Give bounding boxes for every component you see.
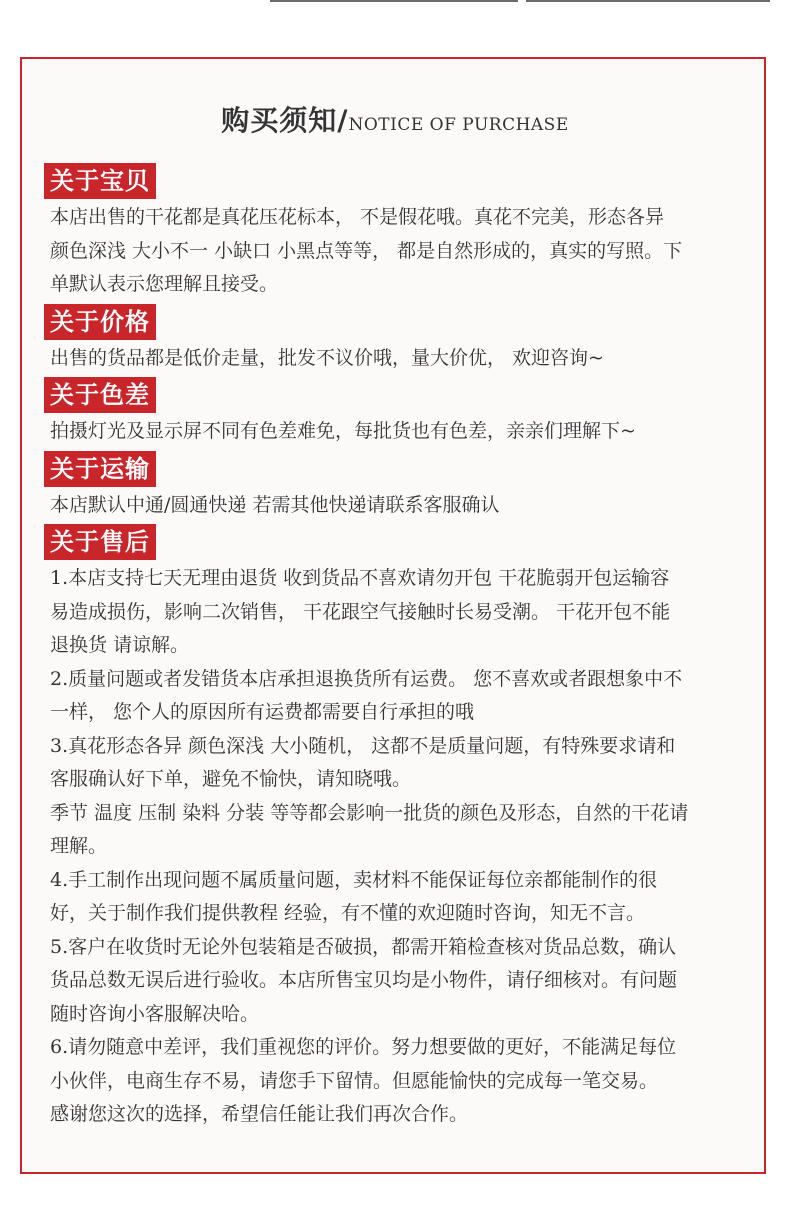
section-text-line: 易造成损伤，影响二次销售， 干花跟空气接触时长易受潮。 干花开包不能 [50,600,671,623]
section-text-line: 3.真花形态各异 颜色深浅 大小随机， 这都不是质量问题，有特殊要求请和 [50,734,676,757]
section-text-line: 拍摄灯光及显示屏不同有色差难免，每批货也有色差，亲亲们理解下~ [50,420,636,442]
section-text-line: 季节 温度 压制 染料 分装 等等都会影响一批货的颜色及形态，自然的干花请 [50,801,689,824]
section-tag: 关于宝贝 [44,163,156,199]
title-english: NOTICE OF PURCHASE [348,115,569,135]
section-text-line: 2.质量问题或者发错货本店承担退换货所有运费。 您不喜欢或者跟想象中不 [50,667,683,690]
section-text-line: 客服确认好下单，避免不愉快，请知晓哦。 [50,768,412,790]
section-tag: 关于色差 [44,377,156,413]
section-text-line: 5.客户在收货时无论外包装箱是否破损，都需开箱检查核对货品总数，确认 [50,935,677,958]
section-text-line: 小伙伴，电商生存不易，请您手下留情。但愿能愉快的完成每一笔交易。 [50,1069,659,1092]
section-about-price [44,304,749,376]
section-about-shipping [44,451,749,523]
title-chinese: 购买须知/ [221,104,349,137]
section-text-line: 一样， 您个人的原因所有运费都需要自行承担的哦 [50,701,475,723]
section-text-line: 退换货 请谅解。 [50,634,190,656]
notice-content [44,163,749,1134]
section-text-line: 1.本店支持七天无理由退货 收到货品不喜欢请勿开包 干花脆弱开包运输容 [50,567,670,589]
section-text-line: 6.请勿随意中差评，我们重视您的评价。努力想要做的更好，不能满足每位 [50,1036,677,1058]
section-text-line: 随时咨询小客服解决哈。 [50,1002,260,1025]
section-tag: 关于售后 [44,524,156,560]
section-text-line: 货品总数无误后进行验收。本店所售宝贝均是小物件，请仔细核对。有问题 [50,969,678,991]
section-about-item [44,163,749,302]
section-text-line: 理解。 [50,835,108,857]
top-divider-left [270,0,518,2]
section-tag: 关于运输 [44,451,156,487]
section-about-after-sales [44,524,749,1132]
page-title [22,99,768,139]
section-text-line: 出售的货品都是低价走量，批发不议价哦，量大价优， 欢迎咨询~ [50,346,604,369]
top-divider [0,0,790,4]
section-text-line: 本店出售的干花都是真花压花标本， 不是假花哦。真花不完美，形态各异 [50,206,665,228]
section-text-line: 颜色深浅 大小不一 小缺口 小黑点等等， 都是自然形成的，真实的写照。下 [50,239,683,262]
section-text-line: 好，关于制作我们提供教程 经验，有不懂的欢迎随时咨询，知无不言。 [50,902,646,924]
section-text-line: 4.手工制作出现问题不属质量问题，卖材料不能保证每位亲都能制作的很 [50,868,658,891]
section-about-color-difference [44,377,749,449]
notice-frame [20,57,766,1174]
section-tag: 关于价格 [44,304,156,340]
section-text-line: 单默认表示您理解且接受。 [50,273,279,295]
section-text-line: 感谢您这次的选择，希望信任能让我们再次合作。 [50,1103,469,1125]
section-text-line: 本店默认中通/圆通快递 若需其他快递请联系客服确认 [50,493,500,516]
top-divider-right [526,0,770,2]
